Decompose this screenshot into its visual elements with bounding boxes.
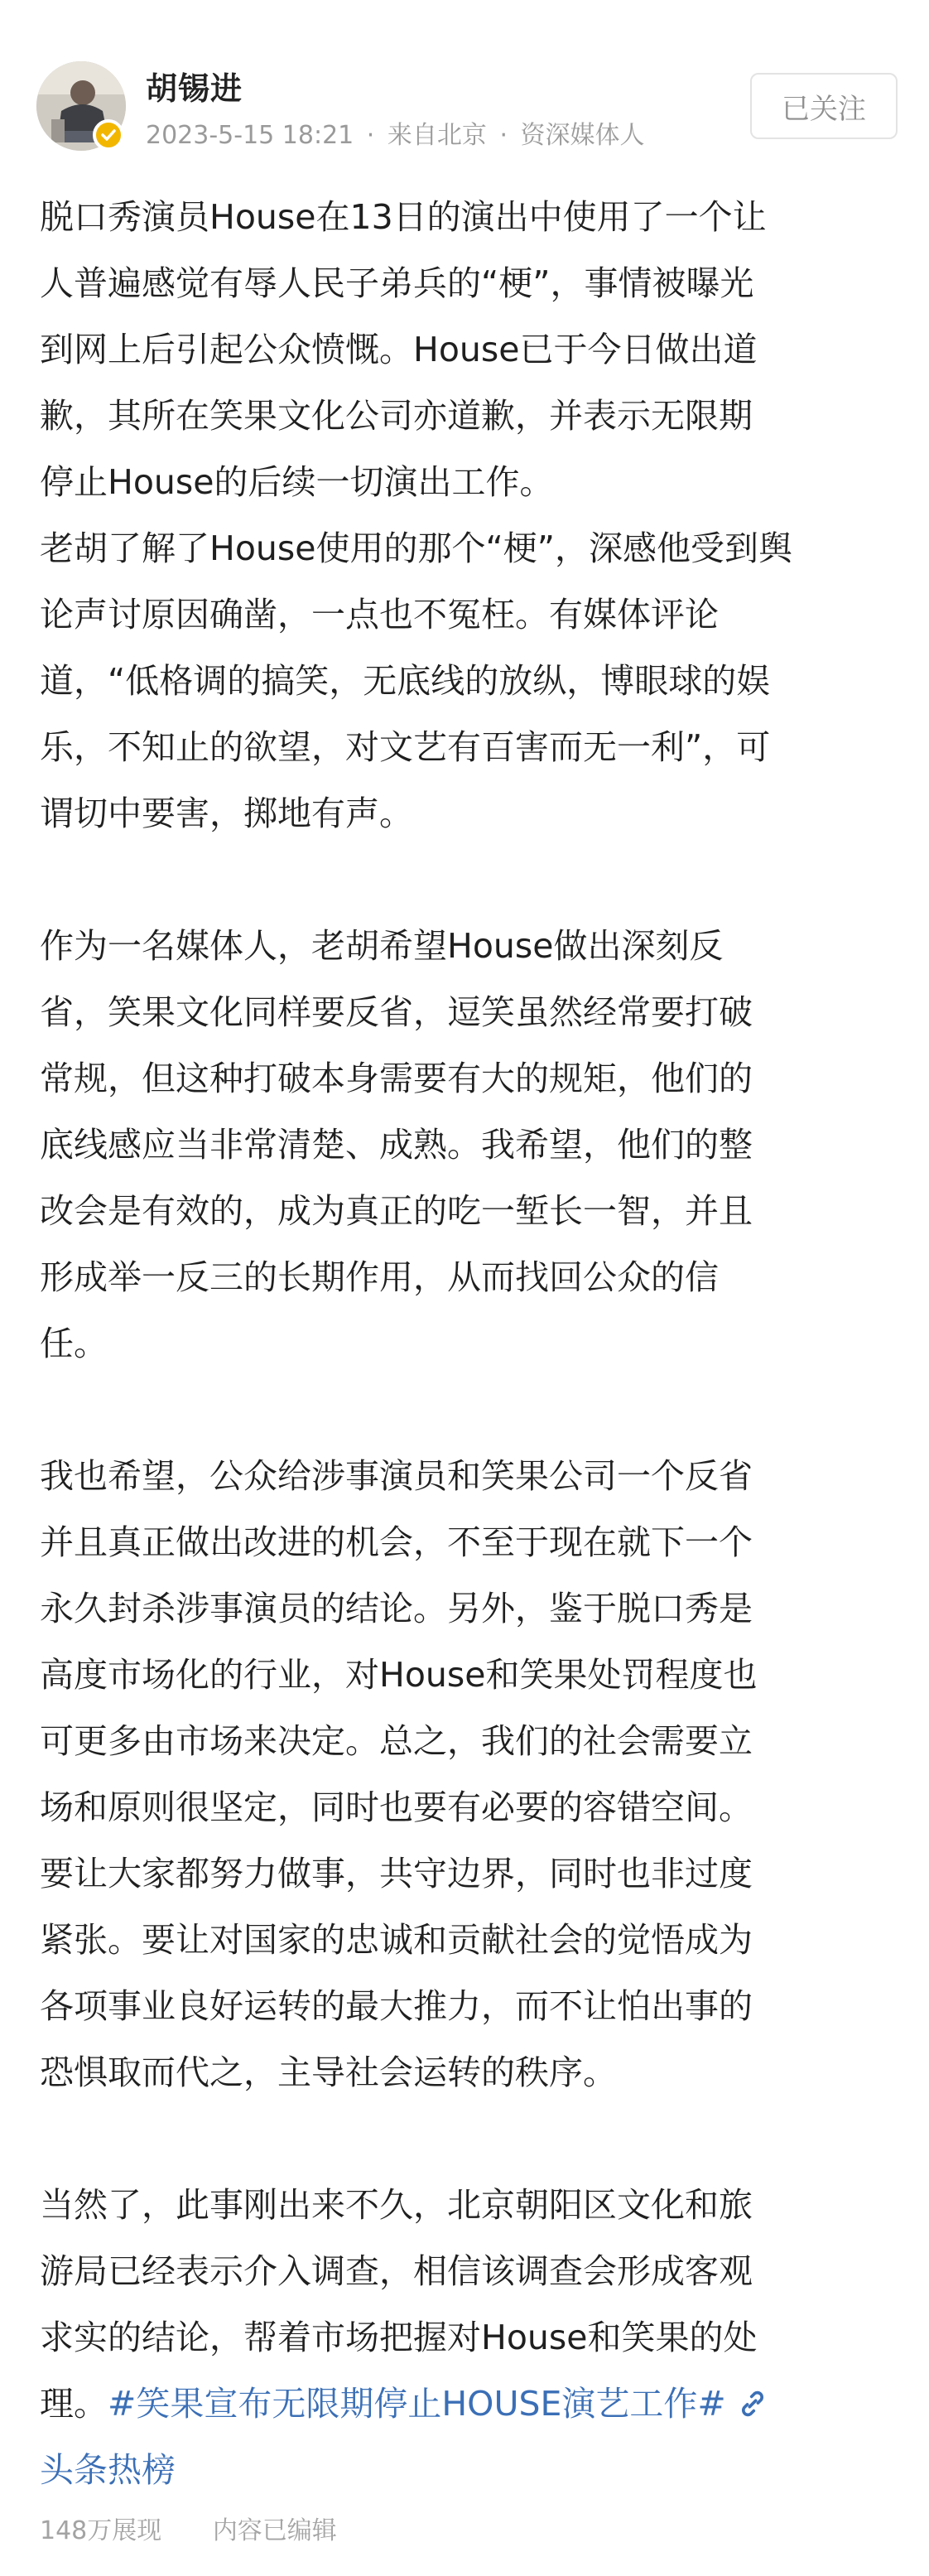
paragraph-gap (40, 2106, 901, 2172)
paragraph-2 (40, 515, 901, 847)
author-role: 资深媒体人 (520, 121, 645, 150)
text-line: 底线感应当非常清楚、成熟。我希望，他们的整 (40, 1125, 753, 1165)
paragraph-3 (40, 913, 901, 1377)
trend-link[interactable]: 头条热榜 (40, 2450, 176, 2490)
text-line: 改会是有效的，成为真正的吃一堑长一智，并且 (40, 1191, 753, 1231)
text-line: 论声讨原因确凿，一点也不冤枉。有媒体评论 (40, 595, 719, 634)
verified-badge-icon (93, 119, 124, 151)
post-location: 来自北京 (387, 121, 487, 150)
text-line-with-hashtag (40, 2371, 901, 2437)
edited-label: 内容已编辑 (212, 2516, 337, 2545)
text-line: 要让大家都努力做事，共守边界，同时也非过度 (40, 1854, 753, 1893)
text-line: 停止House的后续一切演出工作。 (40, 462, 554, 502)
text-line: 人普遍感觉有辱人民子弟兵的“梗”，事情被曝光 (40, 263, 754, 303)
text-line: 永久封杀涉事演员的结论。另外，鉴于脱口秀是 (40, 1589, 753, 1628)
post-meta (146, 114, 645, 151)
text-line: 常规，但这种打破本身需要有大的规矩，他们的 (40, 1059, 753, 1098)
text-line: 紧张。要让对国家的忠诚和贡献社会的觉悟成为 (40, 1920, 753, 1960)
text-line: 各项事业良好运转的最大推力，而不让怕出事的 (40, 1986, 753, 2026)
text-line: 乐，不知止的欲望，对文艺有百害而无一利”，可 (40, 727, 771, 767)
post-footer (40, 2510, 337, 2546)
text-line: 脱口秀演员House在13日的演出中使用了一个让 (40, 197, 767, 237)
meta-separator: · (366, 121, 375, 150)
author-name[interactable]: 胡锡进 (146, 70, 243, 107)
text-line: 作为一名媒体人，老胡希望House做出深刻反 (40, 926, 724, 966)
text-line: 并且真正做出改进的机会，不至于现在就下一个 (40, 1522, 753, 1562)
text-line: 省，笑果文化同样要反省，逗笑虽然经常要打破 (40, 992, 753, 1032)
text-line: 老胡了解了House使用的那个“梗”，深感他受到舆 (40, 528, 792, 568)
text-line: 当然了，此事刚出来不久，北京朝阳区文化和旅 (40, 2185, 753, 2225)
text-line: 可更多由市场来决定。总之，我们的社会需要立 (40, 1721, 753, 1761)
text-line: 游局已经表示介入调查，相信该调查会形成客观 (40, 2251, 753, 2291)
text-line: 到网上后引起公众愤慨。House已于今日做出道 (40, 330, 758, 369)
text-line: 道，“低格调的搞笑，无底线的放纵，博眼球的娱 (40, 661, 771, 701)
text-line: 求实的结论，帮着市场把握对House和笑果的处 (40, 2318, 758, 2357)
post-content (40, 184, 901, 2503)
text-line: 谓切中要害，掷地有声。 (40, 794, 413, 833)
paragraph-1 (40, 184, 901, 515)
text-line: 恐惧取而代之，主导社会运转的秩序。 (40, 2053, 617, 2092)
text-line: 歉，其所在笑果文化公司亦道歉，并表示无限期 (40, 396, 753, 436)
view-count: 148万展现 (40, 2516, 162, 2545)
paragraph-gap (40, 847, 901, 913)
text-line: 形成举一反三的长期作用，从而找回公众的信 (40, 1257, 719, 1297)
text-line: 任。 (40, 1324, 108, 1363)
text-line: 场和原则很坚定，同时也要有必要的容错空间。 (40, 1787, 753, 1827)
post-date: 2023-5-15 18:21 (146, 121, 354, 150)
post-header (0, 0, 929, 166)
follow-button[interactable]: 已关注 (750, 73, 898, 139)
paragraph-gap (40, 1377, 901, 1443)
text-line: 我也希望，公众给涉事演员和笑果公司一个反省 (40, 1456, 753, 1496)
text-line: 高度市场化的行业，对House和笑果处罚程度也 (40, 1655, 758, 1695)
text-fragment: 理。 (40, 2384, 108, 2424)
hashtag-link[interactable]: #笑果宣布无限期停止HOUSE演艺工作# (108, 2384, 726, 2424)
meta-separator: · (499, 121, 508, 150)
link-icon[interactable] (734, 2385, 771, 2422)
paragraph-4 (40, 1443, 901, 2106)
paragraph-5 (40, 2172, 901, 2503)
